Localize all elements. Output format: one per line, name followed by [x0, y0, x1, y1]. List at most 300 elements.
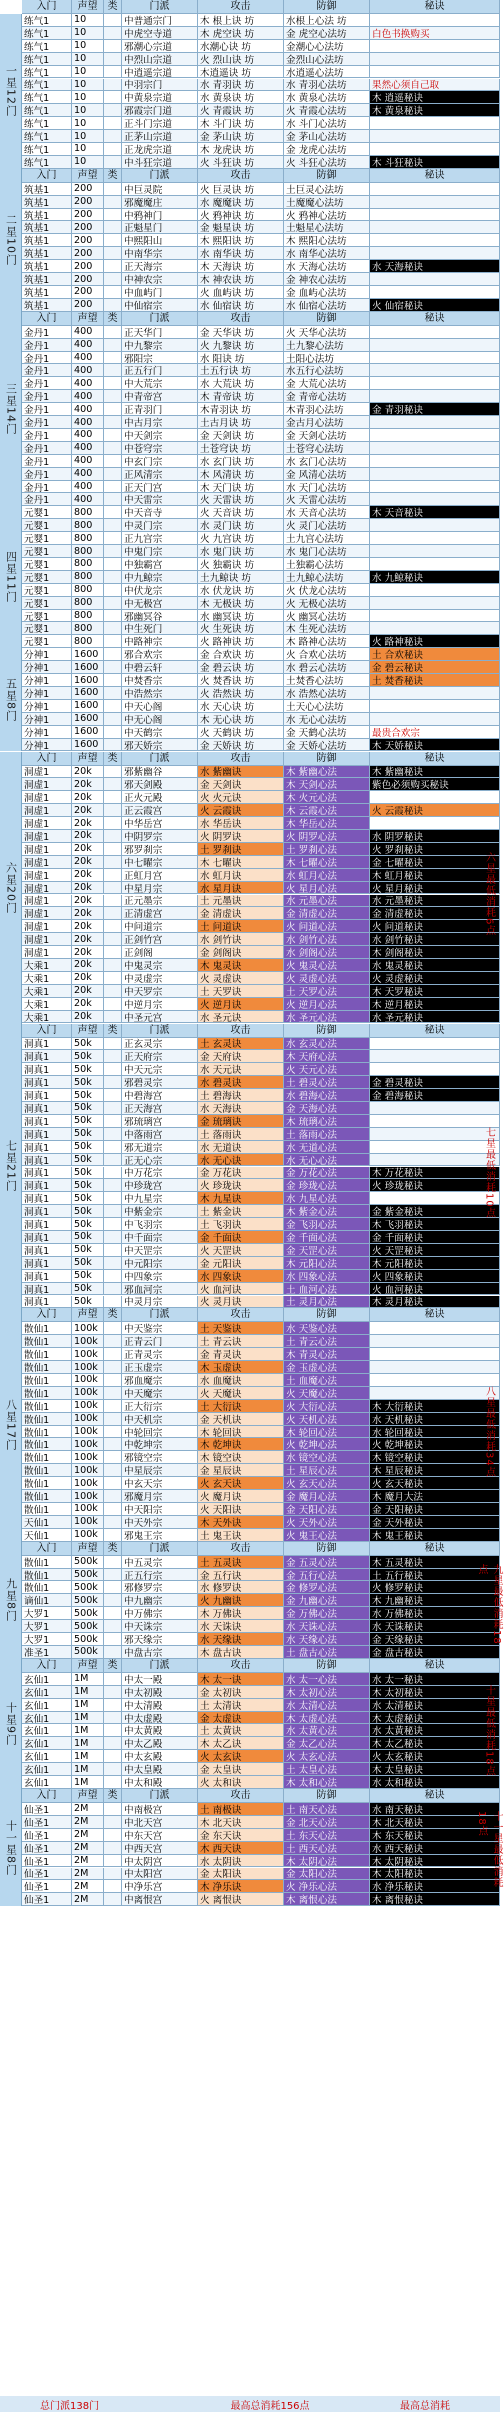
table-cell: 水 轮回秘诀 — [370, 1426, 500, 1438]
table-cell — [370, 221, 500, 233]
star-block — [0, 1789, 500, 1906]
table-cell: 洞真1 — [22, 1179, 72, 1191]
table-row — [22, 1556, 500, 1569]
table-cell: 中独霸宫 — [122, 558, 198, 570]
table-cell: 玄仙1 — [22, 1724, 72, 1736]
table-row — [22, 1477, 500, 1490]
table-cell: 金 万佛心法 — [284, 1607, 370, 1619]
header-cell: 攻击 — [198, 1789, 284, 1802]
star-block — [0, 1542, 500, 1659]
table-cell: 元婴1 — [22, 635, 72, 647]
table-cell: 木 天音秘诀 — [370, 506, 500, 518]
table-row — [22, 339, 500, 352]
table-cell: 洞真1 — [22, 1296, 72, 1308]
table-cell: 元婴1 — [22, 571, 72, 583]
table-cell: 火 阴罗心法 — [284, 830, 370, 842]
table-cell: 水 黄泉诀 坊 — [198, 91, 284, 103]
table-cell: 洞真1 — [22, 1050, 72, 1062]
table-cell: 中太阴宫 — [122, 1855, 198, 1867]
star-block — [0, 14, 500, 169]
table-cell: 中乾坤宗 — [122, 1438, 198, 1450]
section-header-row — [22, 1308, 500, 1322]
table-cell: 土 大衍诀 — [198, 1400, 284, 1412]
table-cell — [370, 493, 500, 505]
table-cell — [370, 326, 500, 338]
table-row — [22, 183, 500, 196]
table-cell: 金丹1 — [22, 352, 72, 364]
table-cell: 水 天诛心法 — [284, 1620, 370, 1632]
table-cell — [104, 339, 122, 351]
header-cell: 声望 — [72, 1308, 104, 1321]
table-cell: 仙圣1 — [22, 1868, 72, 1880]
table-cell — [104, 1724, 122, 1736]
table-row — [22, 998, 500, 1011]
table-row — [22, 1335, 500, 1348]
table-cell: 筑基1 — [22, 247, 72, 259]
table-cell — [104, 1594, 122, 1606]
table-cell: 金 清虚秘诀 — [370, 907, 500, 919]
table-cell: 中紫金宗 — [122, 1205, 198, 1217]
table-cell: 水 无道诀 — [198, 1141, 284, 1153]
section-header-row — [22, 1542, 500, 1556]
table-cell: 木 星辰秘诀 — [370, 1464, 500, 1476]
table-cell: 1M — [72, 1712, 104, 1724]
table-cell: 50k — [72, 1257, 104, 1269]
table-cell: 10 — [72, 53, 104, 65]
table-row — [22, 196, 500, 209]
table-row — [22, 687, 500, 700]
table-cell — [104, 1842, 122, 1854]
table-cell: 金 天府诀 — [198, 1050, 284, 1062]
table-cell: 火 鬼灵心法 — [284, 959, 370, 971]
table-cell: 中天魔宗 — [122, 1387, 198, 1399]
header-cell: 入门 — [22, 1542, 72, 1555]
table-cell: 100k — [72, 1477, 104, 1489]
table-cell: 水 天海诀 — [198, 1102, 284, 1114]
table-cell: 散仙1 — [22, 1322, 72, 1334]
table-cell: 金 碧灵秘诀 — [370, 1076, 500, 1088]
table-cell: 火 九黎诀 坊 — [198, 339, 284, 351]
table-cell: 火 生死诀 坊 — [198, 622, 284, 634]
header-cell: 防御 — [284, 1308, 370, 1321]
table-cell: 筑基1 — [22, 286, 72, 298]
table-cell: 元婴1 — [22, 622, 72, 634]
table-row — [22, 1880, 500, 1893]
header-cell: 声望 — [72, 1789, 104, 1802]
table-cell: 土九鲸诀 坊 — [198, 571, 284, 583]
table-cell: 木 斗狂秘诀 — [370, 156, 500, 168]
table-cell: 1M — [72, 1750, 104, 1762]
table-cell: 中鬼门宗 — [122, 545, 198, 557]
table-cell: 中东天宫 — [122, 1829, 198, 1841]
table-cell — [104, 1737, 122, 1749]
table-cell: 金古月心法坊 — [284, 416, 370, 428]
table-cell: 水 九星心法 — [284, 1192, 370, 1204]
table-cell: 仙圣1 — [22, 1855, 72, 1867]
star-label-text: 七星21门 — [4, 1139, 18, 1192]
table-cell: 金 碧云诀 坊 — [198, 661, 284, 673]
table-cell: 水 天诛秘诀 — [370, 1620, 500, 1632]
header-cell: 类 — [104, 169, 122, 182]
table-cell — [104, 1426, 122, 1438]
table-cell: 中阴罗宗 — [122, 830, 198, 842]
table-cell — [104, 1699, 122, 1711]
table-cell: 土九宫心法坊 — [284, 532, 370, 544]
star-label-text: 五星8门 — [4, 677, 18, 722]
table-row — [22, 1270, 500, 1283]
table-cell: 中逍遥宗道 — [122, 66, 198, 78]
table-cell: 散仙1 — [22, 1413, 72, 1425]
table-row — [22, 648, 500, 661]
table-cell: 白色书换购买 — [370, 27, 500, 39]
table-cell: 中神农宗 — [122, 273, 198, 285]
table-cell: 土 西天心法 — [284, 1842, 370, 1854]
table-cell: 洞虚1 — [22, 907, 72, 919]
table-cell: 金烈山心法坊 — [284, 53, 370, 65]
table-cell: 土 太皇心法 — [284, 1763, 370, 1775]
table-cell: 中太清殿 — [122, 1699, 198, 1711]
table-row — [22, 1490, 500, 1503]
table-cell — [370, 622, 500, 634]
table-cell: 土焚香心法坊 — [284, 674, 370, 686]
table-cell — [104, 506, 122, 518]
star-label-text: 三星14门 — [4, 383, 18, 436]
table-cell: 筑基1 — [22, 273, 72, 285]
table-row — [22, 804, 500, 817]
table-cell: 正青灵宗 — [122, 1348, 198, 1360]
table-cell: 中星月宗 — [122, 882, 198, 894]
header-cell: 攻击 — [198, 1308, 284, 1321]
table-cell — [104, 221, 122, 233]
table-cell: 洞虚1 — [22, 766, 72, 778]
table-cell: 正斗门宗道 — [122, 117, 198, 129]
table-row — [22, 493, 500, 506]
table-cell: 100k — [72, 1438, 104, 1450]
table-cell: 水 天缘心法 — [284, 1633, 370, 1645]
table-cell: 中太初殿 — [122, 1686, 198, 1698]
table-cell — [370, 390, 500, 402]
table-cell: 洞真1 — [22, 1102, 72, 1114]
table-cell: 火 浩然诀 坊 — [198, 687, 284, 699]
header-cell: 类 — [104, 1308, 122, 1321]
table-row — [22, 519, 500, 532]
table-cell: 水 天元诀 — [198, 1063, 284, 1075]
table-cell — [104, 1529, 122, 1541]
table-cell: 正天府宗 — [122, 1050, 198, 1062]
table-cell: 水 天海秘诀 — [370, 260, 500, 272]
table-cell: 木 虹月秘诀 — [370, 869, 500, 881]
table-cell: 500k — [72, 1581, 104, 1593]
table-row — [22, 1102, 500, 1115]
header-cell: 门派 — [122, 0, 198, 13]
table-cell: 金丹1 — [22, 377, 72, 389]
table-cell: 水 镜空心法 — [284, 1451, 370, 1463]
min-cost-note — [478, 1811, 500, 1898]
table-cell: 金 虎空心法坊 — [284, 27, 370, 39]
table-cell: 火 玄天诀 — [198, 1477, 284, 1489]
header-cell: 防御 — [284, 1542, 370, 1555]
header-cell: 类 — [104, 1542, 122, 1555]
header-cell: 声望 — [72, 1659, 104, 1672]
table-cell: 水 圣元诀 — [198, 1011, 284, 1023]
table-cell: 金 飞羽心法 — [284, 1218, 370, 1230]
table-cell: 元婴1 — [22, 584, 72, 596]
table-cell: 水 灵门诀 坊 — [198, 519, 284, 531]
table-cell: 金 东天诀 — [198, 1829, 284, 1841]
table-cell: 中落雨宫 — [122, 1128, 198, 1140]
table-cell: 中南华宗 — [122, 247, 198, 259]
table-cell: 洞真1 — [22, 1076, 72, 1088]
table-cell: 土 鬼王诀 — [198, 1529, 284, 1541]
table-cell: 水 剑竹诀 — [198, 933, 284, 945]
table-cell: 火 逆月诀 — [198, 998, 284, 1010]
table-row — [22, 571, 500, 584]
table-cell: 邪天缘宗 — [122, 1633, 198, 1645]
header-cell: 秘诀 — [370, 169, 500, 182]
table-cell: 果然心须自己取 — [370, 79, 500, 91]
table-cell: 木 北天诀 — [198, 1816, 284, 1828]
table-cell: 分神1 — [22, 700, 72, 712]
table-cell: 水 天鉴心法 — [284, 1322, 370, 1334]
table-cell: 土 血魔心法 — [284, 1374, 370, 1386]
table-cell: 中鸦神门 — [122, 209, 198, 221]
table-cell: 金 七曜秘诀 — [370, 856, 500, 868]
table-cell: 洞虚1 — [22, 804, 72, 816]
top-header — [0, 0, 500, 14]
table-cell — [104, 869, 122, 881]
table-cell: 火 天罡秘诀 — [370, 1244, 500, 1256]
table-cell: 水 太清心法 — [284, 1699, 370, 1711]
table-cell — [104, 726, 122, 738]
table-cell: 20k — [72, 1011, 104, 1023]
table-cell: 土 落雨心法 — [284, 1128, 370, 1140]
table-cell: 土 灵月心法 — [284, 1296, 370, 1308]
table-cell: 散仙1 — [22, 1581, 72, 1593]
table-row — [22, 247, 500, 260]
table-cell — [104, 1154, 122, 1166]
table-cell — [104, 1128, 122, 1140]
table-cell: 正天门宫 — [122, 481, 198, 493]
table-cell: 100k — [72, 1348, 104, 1360]
table-cell: 散仙1 — [22, 1556, 72, 1568]
table-cell: 土 青云心法 — [284, 1335, 370, 1347]
table-cell — [104, 661, 122, 673]
table-cell: 木 无心诀 坊 — [198, 713, 284, 725]
table-cell: 火 仙宿秘诀 — [370, 299, 500, 311]
table-cell: 洞真1 — [22, 1283, 72, 1295]
table-cell — [104, 1776, 122, 1788]
table-cell: 土 血河心法 — [284, 1283, 370, 1295]
table-row — [22, 209, 500, 222]
table-cell — [104, 1464, 122, 1476]
table-cell: 散仙1 — [22, 1426, 72, 1438]
table-cell: 金 天剑心法坊 — [284, 429, 370, 441]
table-cell — [104, 1438, 122, 1450]
table-cell: 1600 — [72, 687, 104, 699]
table-row — [22, 299, 500, 312]
table-cell — [104, 1050, 122, 1062]
table-cell — [370, 377, 500, 389]
table-cell: 中灵虚宗 — [122, 972, 198, 984]
table-cell: 2M — [72, 1803, 104, 1815]
table-cell: 火 乾坤秘诀 — [370, 1438, 500, 1450]
table-cell — [104, 545, 122, 557]
table-row — [22, 1387, 500, 1400]
table-row — [22, 1257, 500, 1270]
table-cell: 木 太乙秘诀 — [370, 1737, 500, 1749]
header-cell: 入门 — [22, 169, 72, 182]
table-cell: 金 珍珑心法 — [284, 1179, 370, 1191]
table-cell: 洞虚1 — [22, 830, 72, 842]
min-cost-note — [478, 1564, 500, 1651]
table-cell — [104, 53, 122, 65]
table-cell: 金 千面秘诀 — [370, 1231, 500, 1243]
table-cell: 中四象宗 — [122, 1270, 198, 1282]
table-row — [22, 403, 500, 416]
table-cell: 水 太一秘诀 — [370, 1673, 500, 1685]
table-cell: 800 — [72, 519, 104, 531]
table-cell: 练气1 — [22, 14, 72, 26]
table-cell: 水 南华诀 坊 — [198, 247, 284, 259]
table-cell: 水 西天秘诀 — [370, 1842, 500, 1854]
table-cell: 木青羽心法坊 — [284, 403, 370, 415]
table-cell: 邪血河宗 — [122, 1283, 198, 1295]
table-cell: 200 — [72, 183, 104, 195]
table-cell: 散仙1 — [22, 1361, 72, 1373]
star-block — [0, 1659, 500, 1789]
table-cell: 洞虚1 — [22, 882, 72, 894]
table-row — [22, 895, 500, 908]
table-cell: 仙圣1 — [22, 1893, 72, 1905]
table-cell: 火 云霞诀 — [198, 804, 284, 816]
table-cell: 正天华门 — [122, 326, 198, 338]
table-cell: 火 四象秘诀 — [370, 1270, 500, 1282]
table-cell: 50k — [72, 1050, 104, 1062]
table-cell — [104, 856, 122, 868]
table-row — [22, 91, 500, 104]
table-cell: 练气1 — [22, 66, 72, 78]
table-cell: 金 太乙心法 — [284, 1737, 370, 1749]
table-cell: 筑基1 — [22, 183, 72, 195]
table-cell: 火 太玄秘诀 — [370, 1750, 500, 1762]
table-row — [22, 597, 500, 610]
table-cell: 1600 — [72, 674, 104, 686]
table-row — [22, 1581, 500, 1594]
table-cell — [104, 1335, 122, 1347]
table-cell: 大乘1 — [22, 998, 72, 1010]
table-cell: 中鬼灵宗 — [122, 959, 198, 971]
table-row — [22, 1296, 500, 1309]
table-cell: 200 — [72, 260, 104, 272]
table-cell — [104, 1673, 122, 1685]
table-cell: 土苍穹心法坊 — [284, 442, 370, 454]
table-cell: 中仙宿宗 — [122, 299, 198, 311]
table-cell: 水 太黄心法 — [284, 1724, 370, 1736]
table-cell — [104, 1167, 122, 1179]
header-cell: 防御 — [284, 312, 370, 325]
table-cell — [104, 1218, 122, 1230]
table-cell — [104, 1620, 122, 1632]
table-row — [22, 1763, 500, 1776]
table-cell: 邪镜空宗 — [122, 1451, 198, 1463]
table-cell: 正青云门 — [122, 1335, 198, 1347]
table-cell: 100k — [72, 1374, 104, 1386]
table-cell: 木 琉璃心法 — [284, 1115, 370, 1127]
table-cell — [104, 390, 122, 402]
section-header-row — [22, 169, 500, 183]
table-cell: 中烈山宗道 — [122, 53, 198, 65]
table-cell — [370, 519, 500, 531]
section-header-row — [22, 312, 500, 326]
table-cell — [104, 326, 122, 338]
table-cell: 正云霞宫 — [122, 804, 198, 816]
table-cell: 木 轮回诀 — [198, 1426, 284, 1438]
table-cell: 火 斗狂心法坊 — [284, 156, 370, 168]
table-cell — [370, 429, 500, 441]
table-cell: 火 天阳诀 — [198, 1503, 284, 1515]
min-cost-note — [478, 1046, 500, 1301]
table-cell: 50k — [72, 1128, 104, 1140]
table-cell: 洞虚1 — [22, 869, 72, 881]
table-row — [22, 130, 500, 143]
table-cell — [104, 610, 122, 622]
table-row — [22, 1633, 500, 1646]
table-cell: 水 碧海心法 — [284, 1089, 370, 1101]
table-cell: 火 灵门心法坊 — [284, 519, 370, 531]
rows-container — [22, 1038, 500, 1309]
table-cell: 火 天魔诀 — [198, 1387, 284, 1399]
table-cell: 洞真1 — [22, 1115, 72, 1127]
table-cell: 金 太皇诀 — [198, 1763, 284, 1775]
table-cell: 木 七曜诀 — [198, 856, 284, 868]
table-cell: 800 — [72, 622, 104, 634]
table-cell: 元婴1 — [22, 545, 72, 557]
table-cell: 正青羽门 — [122, 403, 198, 415]
table-cell: 木 太初秘诀 — [370, 1686, 500, 1698]
table-cell: 木 龙虎诀 坊 — [198, 143, 284, 155]
table-cell — [104, 247, 122, 259]
table-cell: 中七曜宗 — [122, 856, 198, 868]
table-row — [22, 1128, 500, 1141]
table-cell: 木 鬼王秘诀 — [370, 1529, 500, 1541]
table-cell: 火 合欢心法坊 — [284, 648, 370, 660]
footer-max-cost: 最高总消耗156点 — [230, 2400, 310, 2412]
table-row — [22, 1322, 500, 1335]
table-row — [22, 985, 500, 998]
star-block — [0, 506, 500, 648]
table-cell: 水 太一心法 — [284, 1673, 370, 1685]
table-cell: 10 — [72, 91, 104, 103]
table-cell: 中太黄殿 — [122, 1724, 198, 1736]
header-cell: 声望 — [72, 1024, 104, 1037]
table-cell: 金 九幽心法 — [284, 1594, 370, 1606]
table-cell: 1M — [72, 1763, 104, 1775]
table-cell: 50k — [72, 1296, 104, 1308]
table-cell: 邪鬼王宗 — [122, 1529, 198, 1541]
header-cell: 声望 — [72, 312, 104, 325]
header-cell: 秘诀 — [370, 1789, 500, 1802]
table-cell — [370, 713, 500, 725]
header-cell: 防御 — [284, 1789, 370, 1802]
table-cell — [104, 1115, 122, 1127]
table-cell — [370, 286, 500, 298]
table-cell: 紫色必须购买秘诀 — [370, 778, 500, 790]
header-cell: 门派 — [122, 1659, 198, 1672]
table-cell: 元婴1 — [22, 519, 72, 531]
table-cell: 10 — [72, 117, 104, 129]
header-cell: 入门 — [22, 1024, 72, 1037]
table-cell: 水 元墨心法 — [284, 895, 370, 907]
